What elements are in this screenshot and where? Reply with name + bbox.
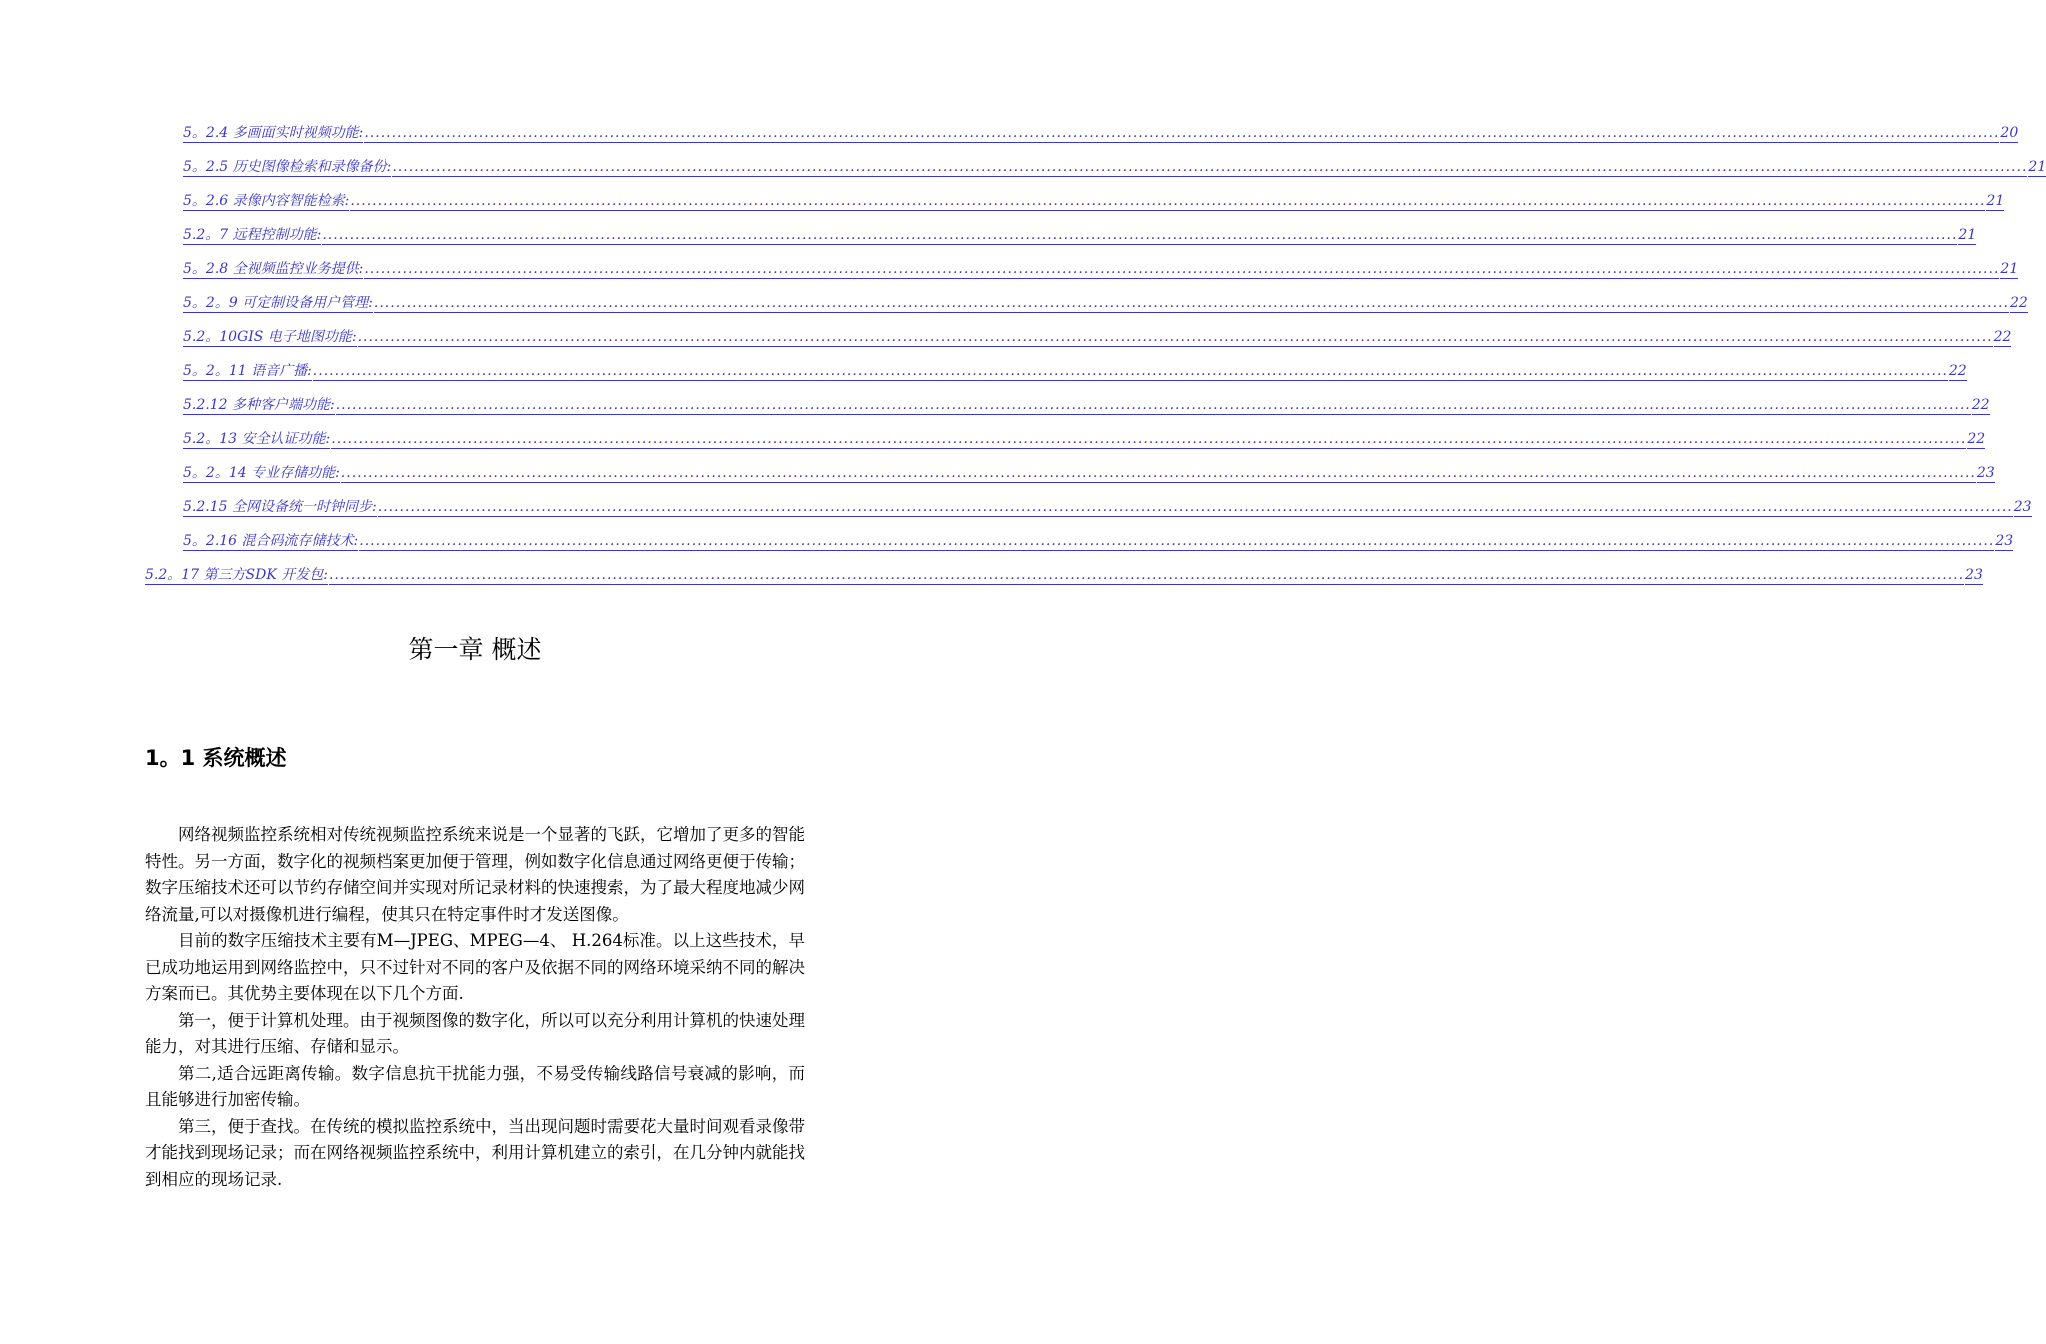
toc-entry-label: 5.2.12 多种客户端功能: <box>183 397 335 413</box>
toc-entry-label: 5.2。7 远程控制功能: <box>183 227 322 243</box>
toc-entry[interactable] <box>183 294 2028 318</box>
chapter-title: 第一章 概述 <box>408 635 542 664</box>
toc-leader-dots: ............................................................................................................................................................................................................................................................................................................ <box>364 261 2000 277</box>
paragraph: 第三，便于查找。在传统的模拟监控系统中，当出现问题时需要花大量时间观看录像带才能找到现场记录；而在网络视频监控系统中，利用计算机建立的索引，在几分钟内就能找到相应的现场记录. <box>145 1116 805 1189</box>
toc-entry-label: 5.2。13 安全认证功能: <box>183 431 331 447</box>
section-title: 1。1 系统概述 <box>145 746 287 770</box>
toc-entry[interactable] <box>183 158 2046 182</box>
toc-entry[interactable] <box>183 498 2032 522</box>
toc-leader-dots: ............................................................................................................................................................................................................................................................................................................ <box>377 499 2013 515</box>
toc-entry[interactable] <box>145 566 1983 590</box>
toc-page-number: 22 <box>1948 363 1967 379</box>
toc-page-number: 21 <box>2000 261 2019 277</box>
toc-entry-label: 5.2。10GIS 电子地图功能: <box>183 329 357 345</box>
toc-entry-label: 5。2.6 录像内容智能检索: <box>183 193 350 209</box>
toc-entry-label: 5。2.16 混合码流存储技术: <box>183 533 359 549</box>
paragraph: 第二,适合远距离传输。数字信息抗干扰能力强，不易受传输线路信号衰减的影响，而且能够进行加密传输。 <box>145 1063 805 1109</box>
toc-entry[interactable] <box>183 260 2019 284</box>
toc-entry[interactable] <box>183 362 1967 386</box>
toc-entry-label: 5。2.8 全视频监控业务提供: <box>183 261 364 277</box>
toc-entry-label: 5.2。17 第三方SDK 开发包: <box>145 567 328 583</box>
toc-page-number: 22 <box>1967 431 1986 447</box>
toc-leader-dots: ............................................................................................................................................................................................................................................................................................................ <box>357 329 1993 345</box>
toc-page-number: 20 <box>2000 125 2019 141</box>
toc-entry[interactable] <box>183 532 2014 556</box>
toc-page-number: 21 <box>1958 227 1977 243</box>
toc-leader-dots: ............................................................................................................................................................................................................................................................................................................ <box>331 431 1967 447</box>
toc-entry-label: 5。2。11 语音广播: <box>183 363 312 379</box>
toc-leader-dots: ............................................................................................................................................................................................................................................................................................................ <box>350 193 1986 209</box>
toc-leader-dots: ............................................................................................................................................................................................................................................................................................................ <box>364 125 2000 141</box>
toc-entry-label: 5。2。9 可定制设备用户管理: <box>183 295 373 311</box>
toc-entry[interactable] <box>183 396 1990 420</box>
toc-page-number: 22 <box>2009 295 2028 311</box>
toc-page-number: 22 <box>1971 397 1990 413</box>
toc-entry[interactable] <box>183 464 1995 488</box>
toc-entry-label: 5。2.5 历史图像检索和录像备份: <box>183 159 392 175</box>
toc-leader-dots: ............................................................................................................................................................................................................................................................................................................ <box>373 295 2009 311</box>
toc-entry[interactable] <box>183 226 1977 250</box>
paragraph: 第一，便于计算机处理。由于视频图像的数字化，所以可以充分利用计算机的快速处理能力，对其进行压缩、存储和显示。 <box>145 1010 805 1056</box>
toc-page-number: 22 <box>1993 329 2012 345</box>
toc-entry[interactable] <box>183 328 2012 352</box>
toc-leader-dots: ............................................................................................................................................................................................................................................................................................................ <box>392 159 2028 175</box>
paragraph: 目前的数字压缩技术主要有M—JPEG、MPEG—4、 H.264标准。以上这些技术，早已成功地运用到网络监控中，只不过针对不同的客户及依据不同的网络环境采纳不同的解决方案而已。其优势主要体现在以下几个方面. <box>145 931 805 1003</box>
toc-leader-dots: ............................................................................................................................................................................................................................................................................................................ <box>359 533 1995 549</box>
toc-entry[interactable] <box>183 430 1986 454</box>
toc-entry-label: 5。2.4 多画面实时视频功能: <box>183 125 364 141</box>
toc-entry-label: 5。2。14 专业存储功能: <box>183 465 340 481</box>
toc-leader-dots: ............................................................................................................................................................................................................................................................................................................ <box>312 363 1948 379</box>
toc-page-number: 23 <box>1995 533 2014 549</box>
toc-entry[interactable] <box>183 192 2005 216</box>
toc-entry-label: 5.2.15 全网设备统一时钟同步: <box>183 499 377 515</box>
toc-page-number: 23 <box>1976 465 1995 481</box>
toc-page-number: 23 <box>2013 499 2032 515</box>
toc-leader-dots: ............................................................................................................................................................................................................................................................................................................ <box>335 397 1971 413</box>
paragraph: 网络视频监控系统相对传统视频监控系统来说是一个显著的飞跃，它增加了更多的智能特性。另一方面，数字化的视频档案更加便于管理，例如数字化信息通过网络更便于传输；数字压缩技术还可以节约存储空间并实现对所记录材料的快速搜索，为了最大程度地减少网络流量,可以对摄像机进行编程，使其只在特定事件时才发送图像。 <box>145 825 805 924</box>
toc-page-number: 23 <box>1965 567 1983 583</box>
toc-entry[interactable] <box>183 124 2019 148</box>
toc-leader-dots: ............................................................................................................................................................................................................................................................................................................ <box>328 567 1965 583</box>
toc-leader-dots: ............................................................................................................................................................................................................................................................................................................ <box>340 465 1976 481</box>
toc-page-number: 21 <box>1986 193 2005 209</box>
toc-leader-dots: ............................................................................................................................................................................................................................................................................................................ <box>322 227 1958 243</box>
body-text <box>145 822 805 1193</box>
toc-page-number: 21 <box>2028 159 2046 175</box>
